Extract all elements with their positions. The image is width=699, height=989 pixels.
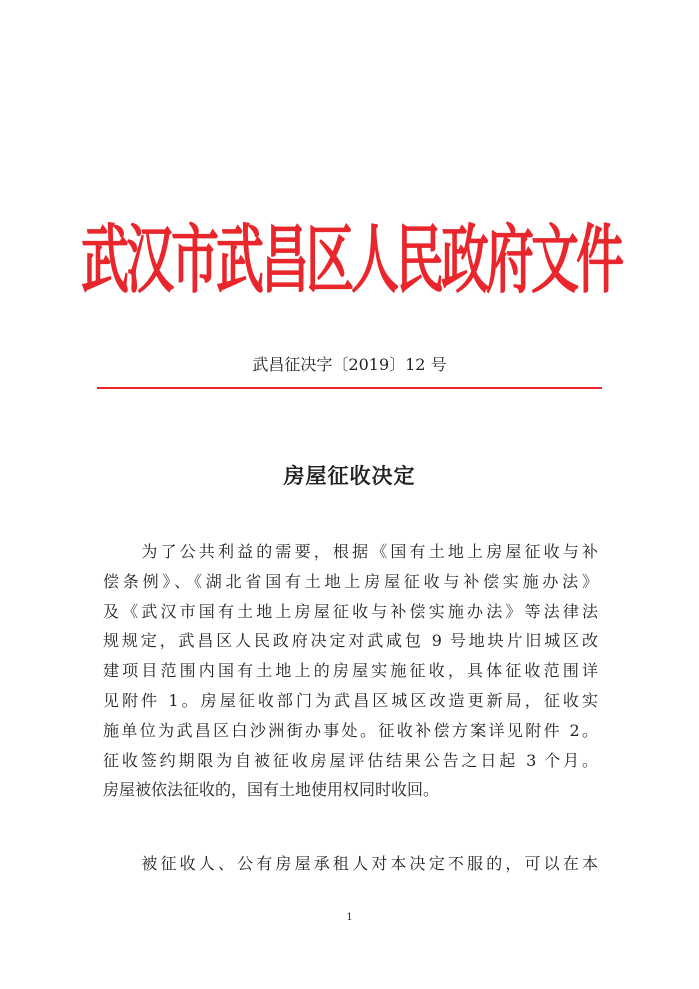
paragraph-line: 及《武汉市国有土地上房屋征收与补偿实施办法》等法律法 [103,601,598,621]
paragraph-line: 偿条例》、《湖北省国有土地上房屋征收与补偿实施办法》 [103,571,598,591]
paragraph-line: 征收签约期限为自被征收房屋评估结果公告之日起 3 个月。 [103,750,598,770]
paragraph-line: 被征收人、公有房屋承租人对本决定不服的，可以在本 [103,854,598,873]
paragraph-line: 为了公共利益的需要，根据《国有土地上房屋征收与补 [103,542,598,561]
paragraph-1 [103,537,598,805]
paragraph-line: 规规定，武昌区人民政府决定对武咸包 9 号地块片旧城区改 [103,631,598,651]
red-divider-line [97,387,602,389]
masthead-title: 武汉市武昌区人民政府文件 [81,216,622,304]
paragraph-line: 建项目范围内国有土地上的房屋实施征收，具体征收范围详 [103,661,598,681]
document-number: 武昌征决字〔2019〕12 号 [252,355,447,374]
paragraph-line: 见附件 1。房屋征收部门为武昌区城区改造更新局，征收实 [103,690,598,710]
paragraph-line: 房屋被依法征收的，国有土地使用权同时收回。 [103,780,440,800]
paragraph-line: 施单位为武昌区白沙洲街办事处。征收补偿方案详见附件 2。 [103,720,598,740]
paragraph-2 [103,849,598,879]
page-number: 1 [346,912,353,923]
document-title: 房屋征收决定 [283,463,416,488]
masthead [81,205,622,304]
